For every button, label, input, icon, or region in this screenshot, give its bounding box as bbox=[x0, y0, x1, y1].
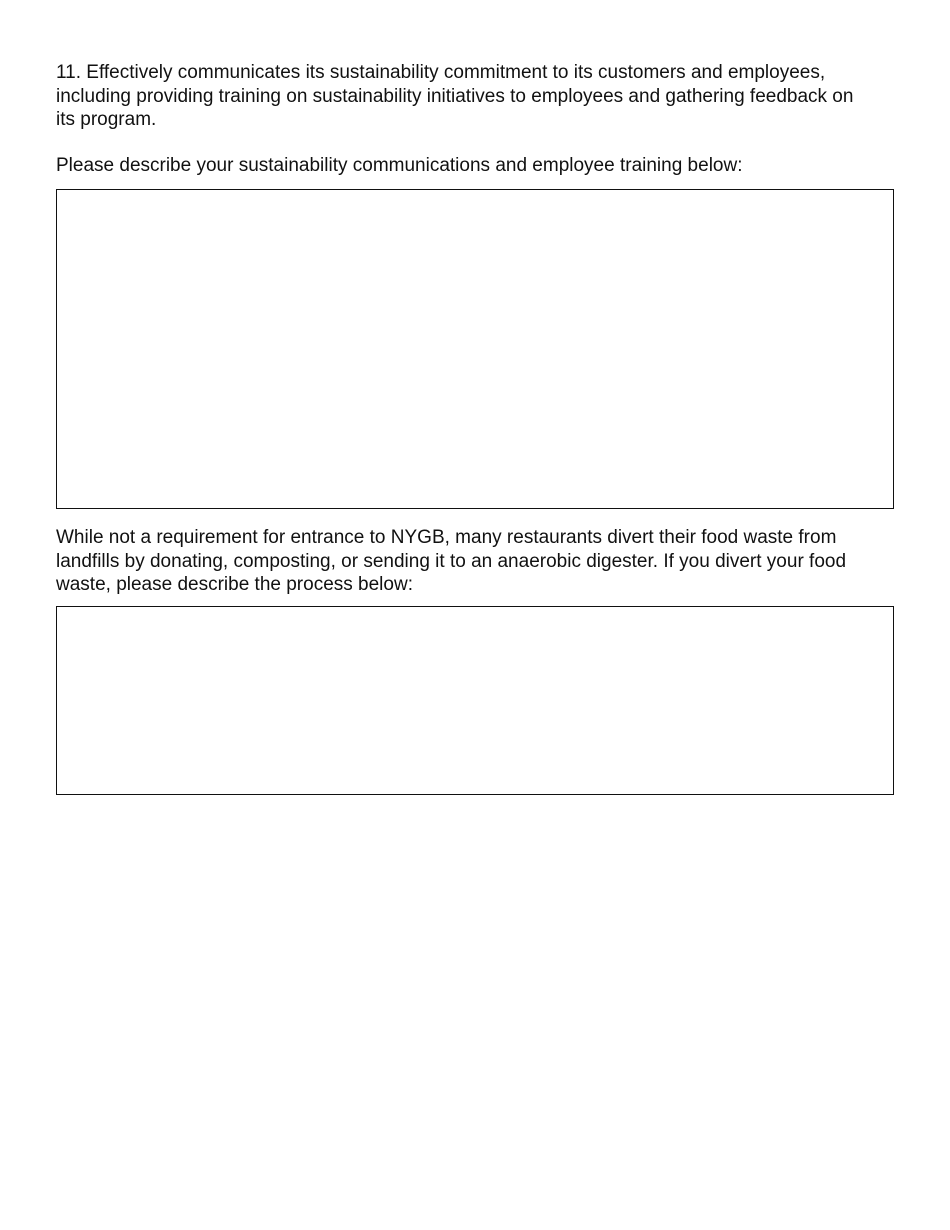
communications-prompt: Please describe your sustainability communications and employee training below: bbox=[56, 155, 743, 176]
communications-training-field[interactable] bbox=[56, 189, 894, 509]
question-11-text: 11. Effectively communicates its sustainability commitment to its customers and employees, including providing training on sustainability initiatives to employees and gathering feedback on its program. bbox=[56, 62, 854, 130]
food-waste-process-field[interactable] bbox=[56, 606, 894, 795]
food-waste-prompt: While not a requirement for entrance to NYGB, many restaurants divert their food waste from landfills by donating, composting, or sending it to an anaerobic digester. If you divert your food waste, please describe the process below: bbox=[56, 527, 847, 595]
